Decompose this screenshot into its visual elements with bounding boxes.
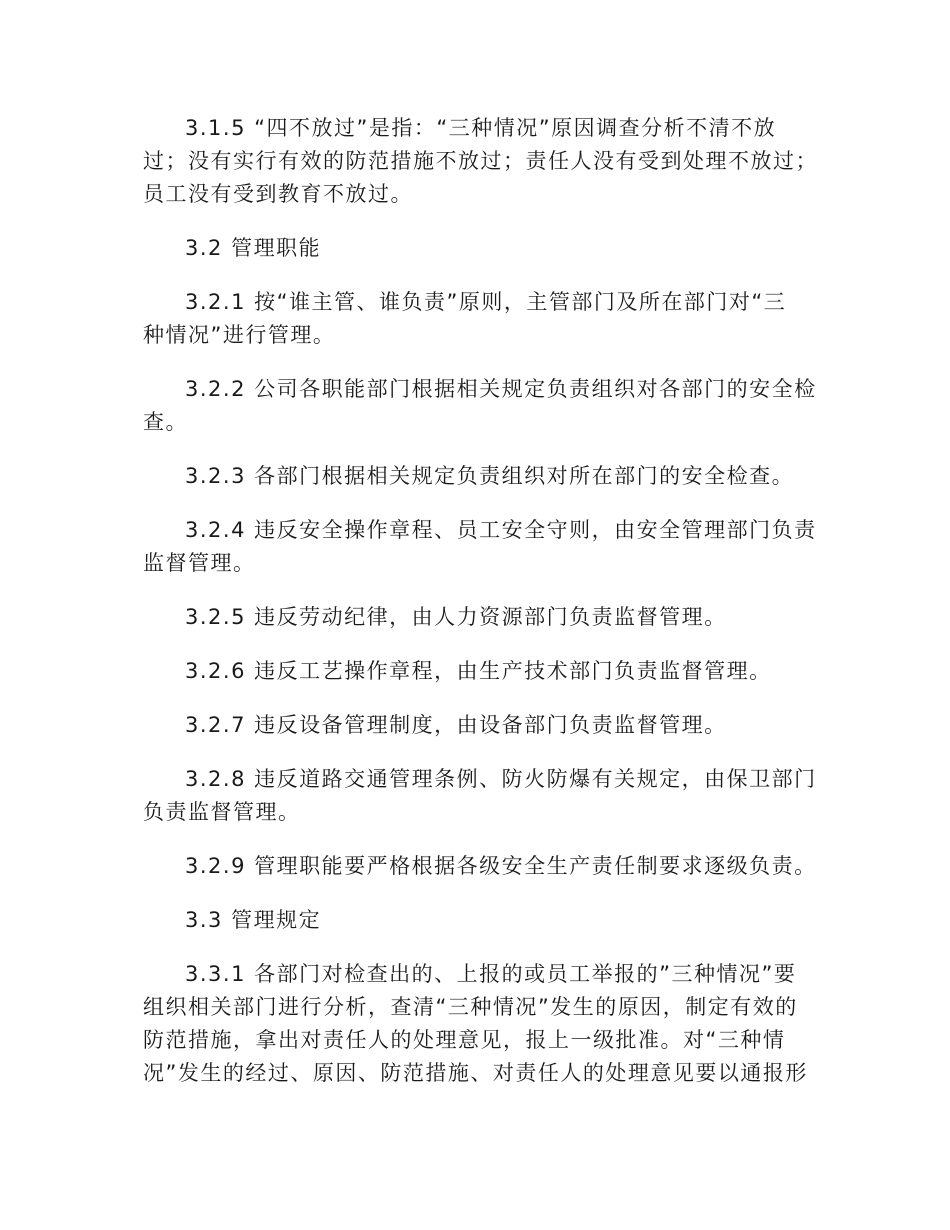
paragraph-3-2-9 [143,850,817,883]
paragraph-line: 3.3.1 各部门对检查出的、上报的或员工举报的”三种情况”要 [185,962,797,986]
paragraph-line: 组织相关部门进行分析，查清“三种情况”发生的原因，制定有效的 [143,995,798,1019]
paragraph-line: 3.1.5 “四不放过”是指：“三种情况”原因调查分析不清不放 [185,116,777,140]
paragraph-line: 3.2.9 管理职能要严格根据各级安全生产责任制要求逐级负责。 [185,854,817,878]
paragraph-3-2-3 [143,460,795,493]
paragraph-line: 监督管理。 [143,551,256,575]
paragraph-line: 员工没有受到教育不放过。 [143,182,413,206]
paragraph-3-2-2 [143,373,817,439]
paragraph-line: 3.2.1 按“谁主管、谁负责”原则，主管部门及所在部门对“三 [185,290,787,314]
section-heading-text: 3.3 管理规定 [185,908,322,932]
paragraph-3-2-1 [143,286,795,352]
paragraph-line: 3.2.4 违反安全操作章程、员工安全守则，由安全管理部门负责 [185,518,817,542]
paragraph-3-1-5 [143,112,818,211]
paragraph-3-3-1 [143,958,808,1090]
paragraph-line: 3.2.5 违反劳动纪律，由人力资源部门负责监督管理。 [185,605,727,629]
section-heading-text: 3.2 管理职能 [185,236,322,260]
paragraph-line: 防范措施，拿出对责任人的处理意见，报上一级批准。对“三种情 [143,1028,786,1052]
paragraph-line: 负责监督管理。 [143,800,301,824]
paragraph-line: 3.2.8 违反道路交通管理条例、防火防爆有关规定，由保卫部门 [185,767,817,791]
paragraph-3-2-8 [143,763,817,829]
paragraph-3-2-6 [143,655,795,688]
paragraph-line: 3.2.2 公司各职能部门根据相关规定负责组织对各部门的安全检 [185,377,817,401]
paragraph-3-2-7 [143,709,795,742]
section-heading-3-2 [143,232,795,265]
paragraph-3-2-5 [143,601,795,634]
section-heading-3-3 [143,904,795,937]
paragraph-line: 况”发生的经过、原因、防范措施、对责任人的处理意见要以通报形 [143,1061,808,1085]
paragraph-line: 3.2.7 违反设备管理制度，由设备部门负责监督管理。 [185,713,727,737]
paragraph-line: 3.2.3 各部门根据相关规定负责组织对所在部门的安全检查。 [185,464,795,488]
paragraph-line: 查。 [143,410,188,434]
paragraph-line: 3.2.6 违反工艺操作章程，由生产技术部门负责监督管理。 [185,659,772,683]
paragraph-line: 过；没有实行有效的防范措施不放过；责任人没有受到处理不放过； [143,149,818,173]
document-body [143,112,818,1090]
paragraph-line: 种情况”进行管理。 [143,323,336,347]
paragraph-3-2-4 [143,514,817,580]
